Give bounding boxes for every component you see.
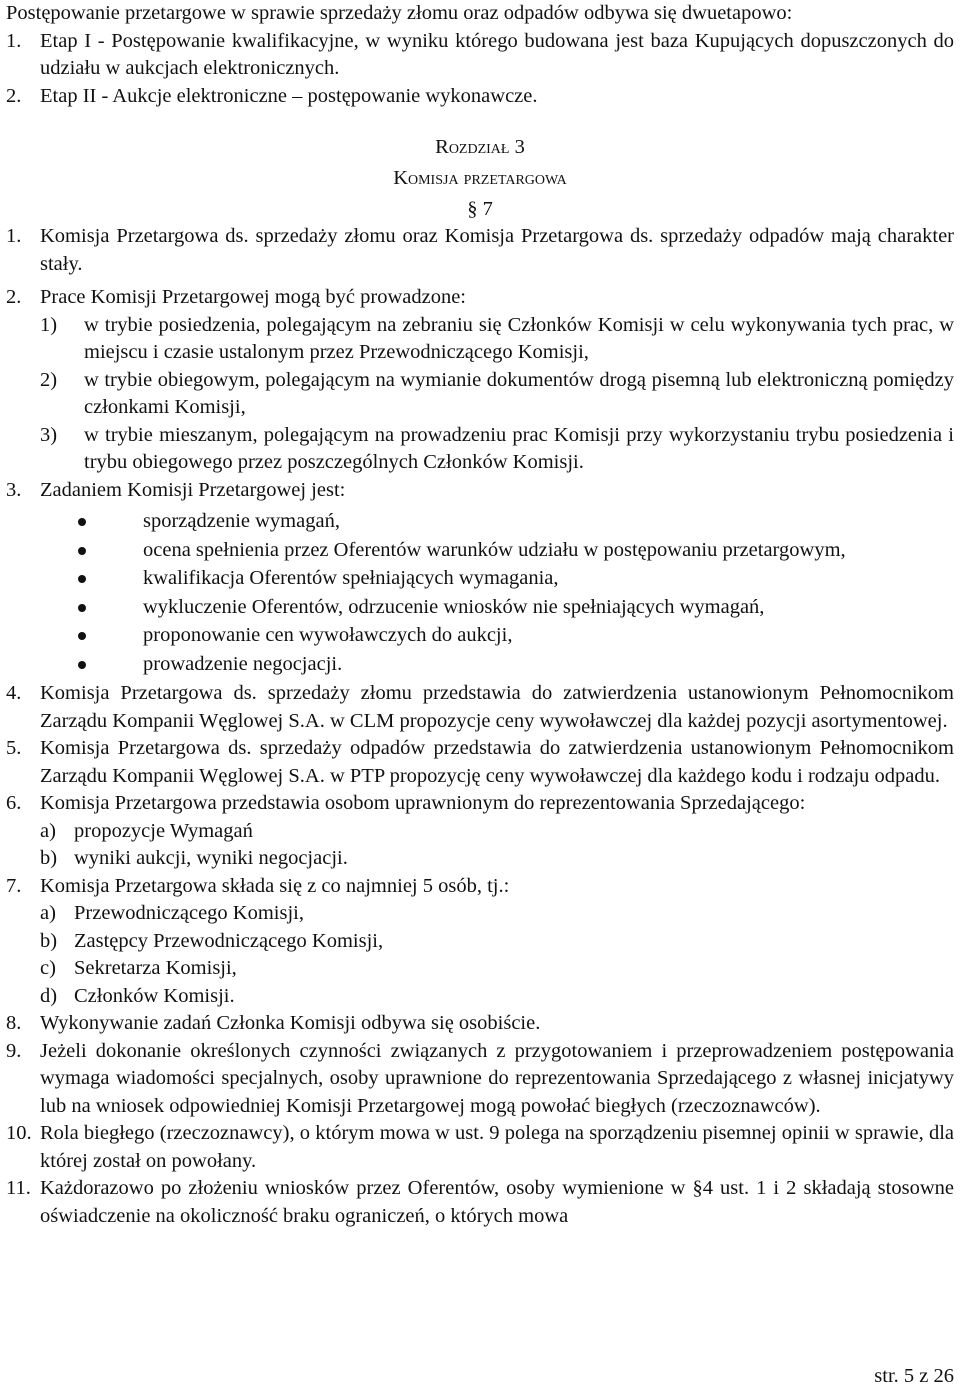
point-8-text: Wykonywanie zadań Członka Komisji odbywa się osobiście. [40, 1012, 541, 1034]
point-7-sub-b [40, 928, 954, 956]
point-2-sub-2 [40, 367, 954, 422]
page-number: str. 5 z 26 [874, 1365, 954, 1387]
intro-item-2-num: 2. [6, 84, 22, 107]
point-8 [6, 1010, 954, 1038]
intro-item-1-text: Etap I - Postępowanie kwalifikacyjne, w wyniku którego budowana jest baza Kupujących dopuszczonych do udziału w aukcjach elektronicznych. [40, 29, 954, 79]
letter-text: Sekretarza Komisji, [74, 957, 237, 979]
point-1 [6, 223, 954, 278]
point-6-text: Komisja Przetargowa przedstawia osobom uprawnionym do reprezentowania Sprzedającego: [40, 792, 806, 814]
bullet-dot-icon [6, 565, 143, 593]
point-6-sub-b [40, 845, 954, 873]
bullet-dot-icon [6, 594, 143, 622]
letter-num: d) [40, 984, 58, 1007]
bullet-dot-icon [6, 622, 143, 650]
bullet-dot-icon [6, 537, 143, 565]
point-4 [6, 680, 954, 735]
bullet-text: prowadzenie negocjacji. [143, 652, 343, 675]
point-2-sub-3 [40, 422, 954, 477]
letter-text: Przewodniczącego Komisji, [74, 902, 304, 924]
point-2-sub-3-num: 3) [40, 423, 58, 446]
point-6-sub-a [40, 818, 954, 846]
point-7-text: Komisja Przetargowa składa się z co najmniej 5 osób, tj.: [40, 874, 510, 897]
letter-text: propozycje Wymagań [74, 819, 253, 842]
bullet-text: wykluczenie Oferentów, odrzucenie wniosków nie spełniających wymagań, [143, 595, 765, 618]
letter-text: Członków Komisji. [74, 984, 235, 1007]
point-7 [6, 873, 954, 901]
bullet-item [6, 565, 954, 593]
point-5 [6, 735, 954, 790]
letter-num: c) [40, 957, 56, 979]
point-9-num: 9. [6, 1039, 22, 1062]
letter-num: a) [40, 902, 56, 924]
point-9 [6, 1038, 954, 1121]
point-4-num: 4. [6, 682, 22, 704]
point-10-num: 10. [6, 1122, 32, 1144]
intro-item-2 [6, 83, 954, 111]
point-3-text: Zadaniem Komisji Przetargowej jest: [40, 478, 346, 501]
letter-num: b) [40, 847, 58, 869]
chapter-title: Rozdział 3 [435, 136, 525, 158]
point-11-num: 11. [6, 1177, 31, 1199]
chapter-subtitle: Komisja przetargowa [393, 167, 567, 189]
point-9-text: Jeżeli dokonanie określonych czynności związanych z przygotowaniem i przeprowadzeniem postępowania wymaga wiadomości specjalnych, osoby uprawnione do reprezentowania Sprzedającego z własnej inicjatywy lub na wniosek odpowiedniej Komisji Przetargowej mogą powołać biegłych (rzeczoznawców). [40, 1039, 954, 1117]
point-7-num: 7. [6, 874, 22, 897]
point-5-text: Komisja Przetargowa ds. sprzedaży odpadów przedstawia do zatwierdzenia ustanowionym Pełnomocnikom Zarządu Kompanii Węglowej S.A. w PTP propozycję ceny wywoławczej dla każdego kodu i rodzaju odpadu. [40, 737, 954, 787]
bullet-text: ocena spełnienia przez Oferentów warunków udziału w postępowaniu przetargowym, [143, 538, 846, 561]
point-5-num: 5. [6, 737, 22, 759]
point-7-sub-a [40, 900, 954, 928]
point-2-sub-2-num: 2) [40, 368, 58, 391]
point-7-sub-c [40, 955, 954, 983]
point-11 [6, 1175, 954, 1230]
point-2-sub-1-num: 1) [40, 313, 58, 336]
letter-num: b) [40, 929, 58, 952]
point-2-sub-1 [40, 312, 954, 367]
bullet-item [6, 594, 954, 622]
bullet-dot-icon [6, 508, 143, 536]
intro-line: Postępowanie przetargowe w sprawie sprzedaży złomu oraz odpadów odbywa się dwuetapowo: [6, 2, 793, 24]
point-2-text: Prace Komisji Przetargowej mogą być prowadzone: [40, 286, 467, 308]
point-6 [6, 790, 954, 818]
bullet-item [6, 651, 954, 679]
point-10-text: Rola biegłego (rzeczoznawcy), o którym mowa w ust. 9 polega na sporządzeniu pisemnej opinii w sprawie, dla której został on powołany. [40, 1122, 954, 1172]
intro-item-2-text: Etap II - Aukcje elektroniczne – postępowanie wykonawcze. [40, 84, 538, 107]
point-3 [6, 477, 954, 505]
point-2-sublist [6, 312, 954, 477]
point-3-num: 3. [6, 478, 22, 501]
point-7-sublist [6, 900, 954, 1010]
bullet-text: kwalifikacja Oferentów spełniających wymagania, [143, 567, 559, 589]
letter-text: Zastępcy Przewodniczącego Komisji, [74, 929, 384, 952]
point-1-text: Komisja Przetargowa ds. sprzedaży złomu oraz Komisja Przetargowa ds. sprzedaży odpadów mają charakter stały. [40, 225, 954, 275]
bullet-item [6, 508, 954, 536]
point-10 [6, 1120, 954, 1175]
point-6-num: 6. [6, 792, 22, 814]
bullet-item [6, 622, 954, 650]
intro-item-1 [6, 28, 954, 83]
point-3-bullets [6, 508, 954, 678]
bullet-item [6, 537, 954, 565]
point-2-sub-1-text: w trybie posiedzenia, polegającym na zebraniu się Członków Komisji w celu wykonywania tych prac, w miejscu i czasie ustalonym przez Przewodniczącego Komisji, [84, 313, 954, 363]
point-7-sub-d [40, 983, 954, 1011]
bullet-text: sporządzenie wymagań, [143, 510, 340, 532]
intro-item-1-num: 1. [6, 29, 22, 52]
point-11-text: Każdorazowo po złożeniu wniosków przez Oferentów, osoby wymienione w §4 ust. 1 i 2 składają stosowne oświadczenie na okoliczność braku ograniczeń, o których mowa [40, 1177, 954, 1227]
point-6-sublist [6, 818, 954, 873]
letter-text: wyniki aukcji, wyniki negocjacji. [74, 847, 348, 869]
point-1-num: 1. [6, 225, 22, 247]
point-2-sub-2-text: w trybie obiegowym, polegającym na wymianie dokumentów drogą pisemną lub elektroniczną pomiędzy członkami Komisji, [84, 368, 954, 418]
point-2 [6, 284, 954, 312]
bullet-text: proponowanie cen wywoławczych do aukcji, [143, 624, 513, 646]
letter-num: a) [40, 819, 56, 842]
section-sign: § 7 [467, 198, 493, 220]
point-4-text: Komisja Przetargowa ds. sprzedaży złomu przedstawia do zatwierdzenia ustanowionym Pełnomocnikom Zarządu Kompanii Węglowej S.A. w CLM propozycje ceny wywoławczej dla każdej pozycji asortymentowej. [40, 682, 954, 732]
point-2-num: 2. [6, 286, 22, 308]
point-8-num: 8. [6, 1012, 22, 1034]
bullet-dot-icon [6, 651, 143, 679]
point-2-sub-3-text: w trybie mieszanym, polegającym na prowadzeniu prac Komisji przy wykorzystaniu trybu posiedzenia i trybu obiegowego przez poszczególnych Członków Komisji. [84, 423, 954, 473]
